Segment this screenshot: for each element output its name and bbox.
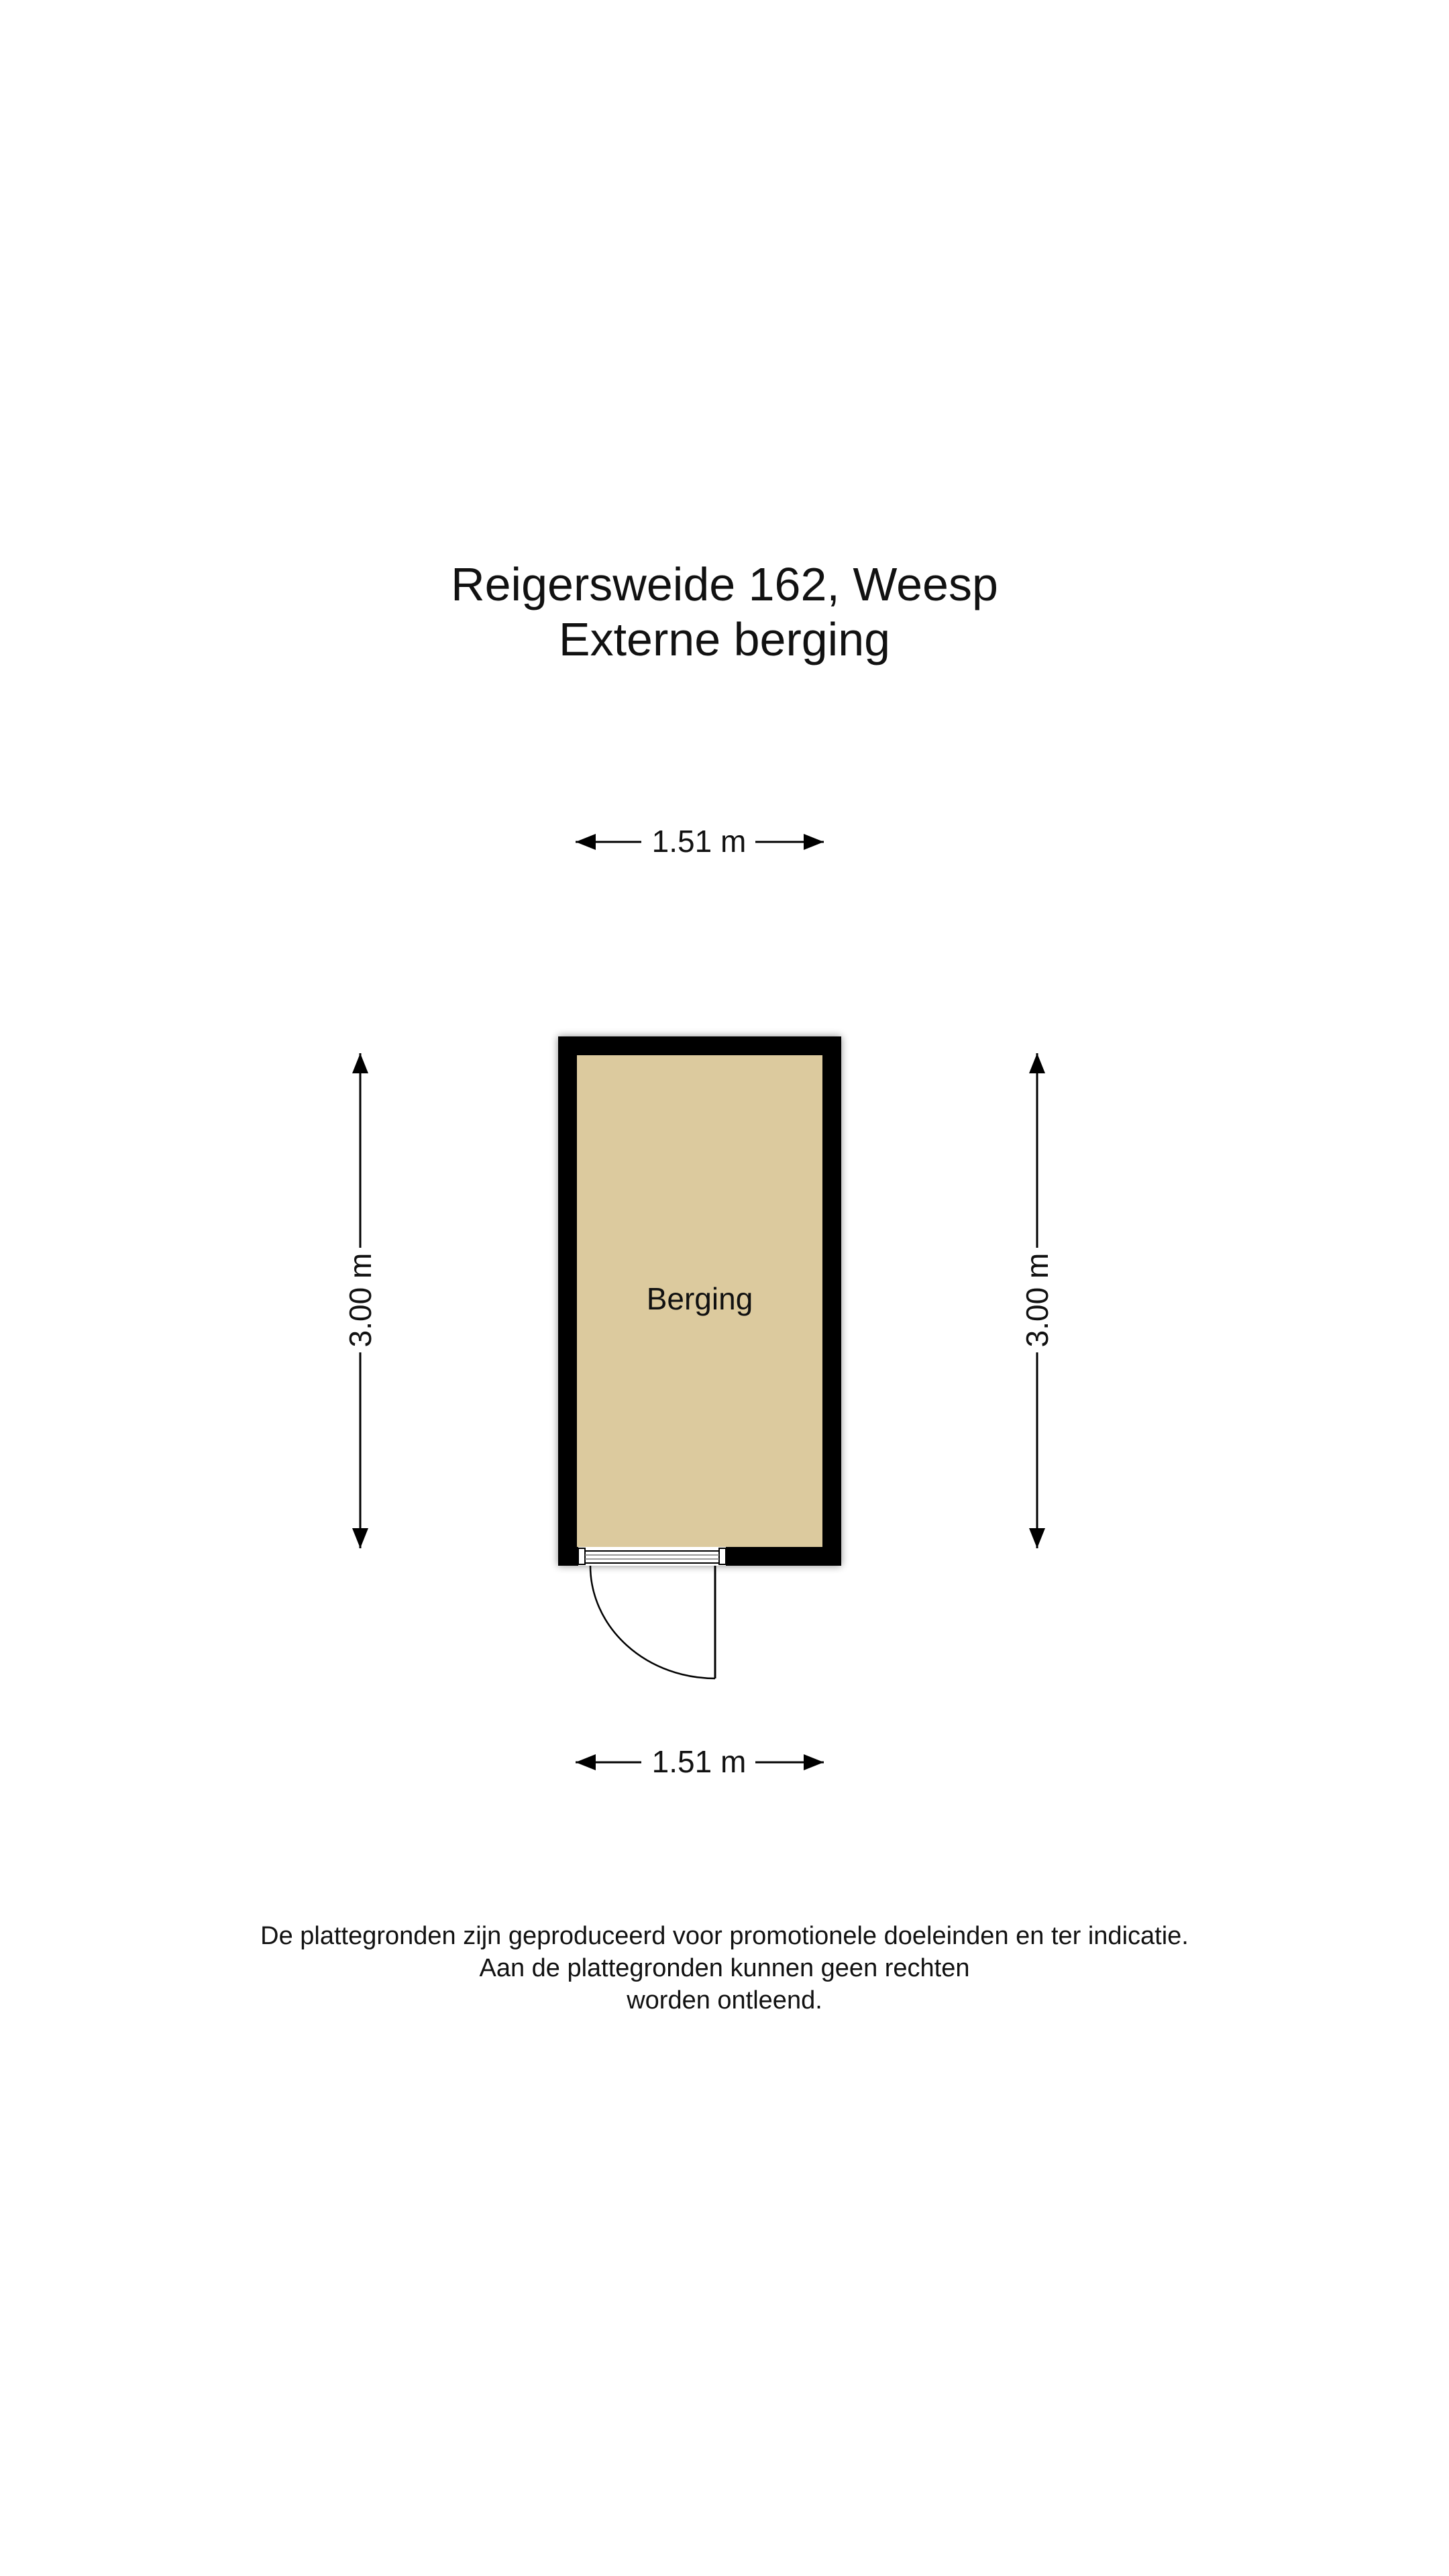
disclaimer-line-2: Aan de plattegronden kunnen geen rechten — [479, 1954, 970, 1982]
top-width-label: 1.51 m — [651, 824, 747, 859]
disclaimer — [0, 1920, 1449, 2017]
door-swing — [590, 1566, 715, 1678]
left-height-label: 3.00 m — [343, 1252, 378, 1348]
room-label: Berging — [646, 1281, 753, 1316]
top-width-dimension — [576, 824, 824, 859]
disclaimer-line-3: worden ontleend. — [627, 1986, 822, 2015]
bottom-width-label: 1.51 m — [651, 1744, 747, 1779]
left-height-dimension — [343, 1053, 378, 1548]
right-height-label: 3.00 m — [1020, 1252, 1055, 1348]
bottom-width-dimension — [576, 1744, 824, 1779]
disclaimer-line-1: De plattegronden zijn geproduceerd voor promotionele doeleinden en ter indicatie. — [260, 1922, 1189, 1950]
plan-subtitle: Externe berging — [558, 613, 891, 665]
right-height-dimension — [1020, 1053, 1055, 1548]
address-title: Reigersweide 162, Weesp — [451, 558, 998, 610]
door-arc — [590, 1566, 715, 1678]
